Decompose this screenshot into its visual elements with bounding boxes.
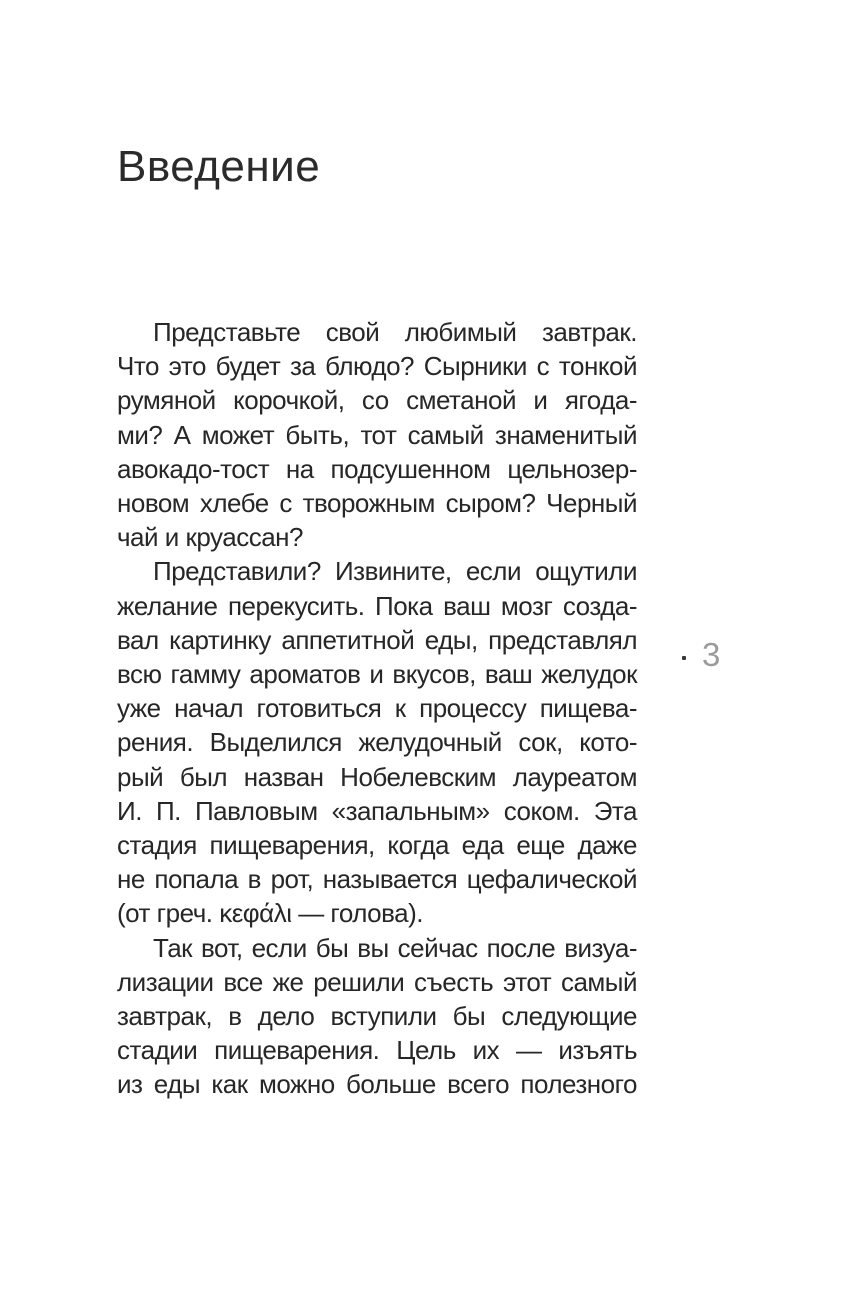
text-line: желание перекусить. Пока ваш мозг созда- — [117, 590, 637, 621]
text-line: завтрак, в дело вступили бы следующие — [117, 1001, 637, 1032]
chapter-title: Введение — [117, 142, 321, 191]
text-line: Представили? Извините, если ощутили — [153, 556, 637, 587]
text-line: (от греч. κεφάλι — голова). — [117, 898, 424, 929]
text-line: не попала в рот, называется цефалической — [117, 864, 637, 895]
text-line: лизации все же решили съесть этот самый — [117, 966, 637, 997]
text-line: Представьте свой любимый завтрак. — [153, 317, 637, 347]
text-line: стадии пищеварения. Цель их — изъять — [117, 1035, 637, 1066]
text-line: вал картинку аппетитной еды, представлял — [117, 624, 637, 655]
text-line: чай и круассан? — [117, 522, 303, 553]
small-dot-icon — [682, 656, 686, 660]
text-line: новом хлебе с творожным сыром? Черный — [117, 488, 637, 519]
paragraph — [117, 931, 637, 1102]
text-line: всю гамму ароматов и вкусов, ваш желудок — [117, 659, 637, 690]
text-line: уже начал готовиться к процессу пищева- — [117, 693, 637, 724]
text-line: авокадо-тост на подсушенном цельнозер- — [117, 453, 637, 484]
text-line: рый был назван Нобелевским лауреатом — [117, 761, 637, 792]
paragraph — [117, 554, 637, 930]
text-line: рения. Выделился желудочный сок, кото- — [117, 727, 637, 758]
text-line: стадия пищеварения, когда еда еще даже — [117, 830, 637, 861]
text-line: Так вот, если бы вы сейчас после визуа- — [153, 932, 637, 963]
text-line: ми? А может быть, тот самый знаменитый — [117, 419, 637, 450]
page-number: 3 — [702, 636, 721, 673]
paragraph — [117, 315, 637, 554]
text-line: румяной корочкой, со сметаной и ягода- — [117, 385, 637, 416]
text-line: И. П. Павловым «запальным» соком. Эта — [117, 795, 637, 826]
body-text — [117, 315, 637, 1102]
text-line: из еды как можно больше всего полезного — [117, 1069, 637, 1100]
text-line: Что это будет за блюдо? Сырники с тонкой — [117, 351, 637, 382]
